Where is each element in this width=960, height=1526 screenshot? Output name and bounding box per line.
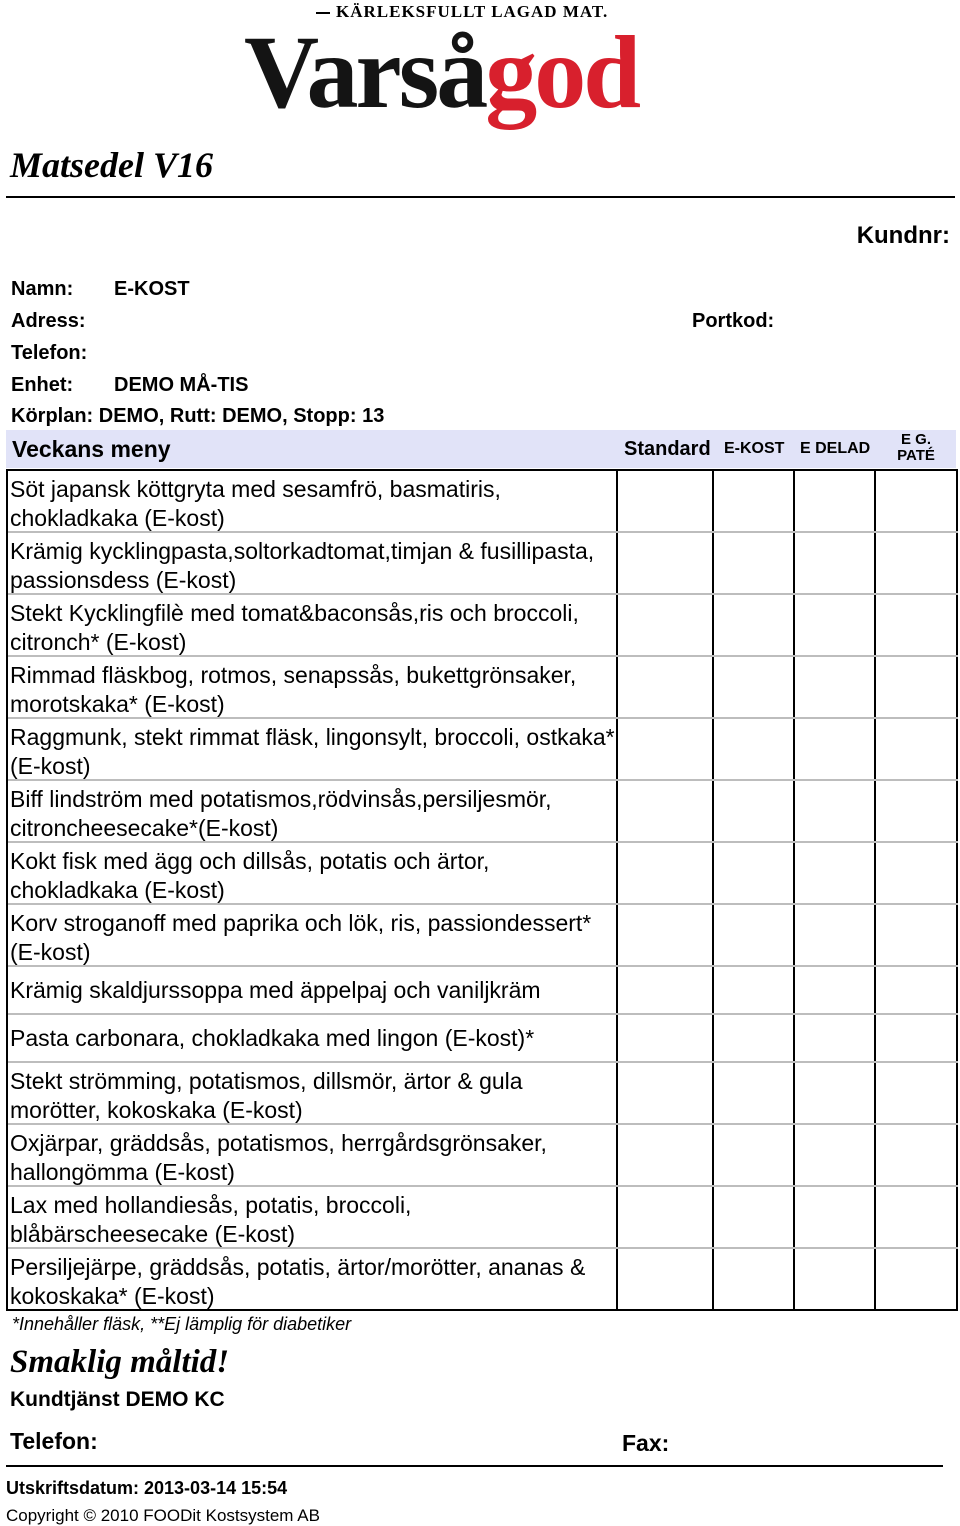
e-delad-checkbox[interactable] <box>795 905 876 965</box>
page-title: Matsedel V16 <box>10 145 213 185</box>
e-g-pate-checkbox[interactable] <box>876 781 958 841</box>
menu-row <box>8 595 958 657</box>
e-delad-checkbox[interactable] <box>795 843 876 903</box>
e-g-pate-checkbox[interactable] <box>876 1125 958 1185</box>
e-g-pate-checkbox[interactable] <box>876 533 958 593</box>
e-kost-checkbox[interactable] <box>714 905 795 965</box>
e-delad-checkbox[interactable] <box>795 781 876 841</box>
e-kost-checkbox[interactable] <box>714 719 795 779</box>
e-g-pate-checkbox[interactable] <box>876 1063 958 1123</box>
e-delad-checkbox[interactable] <box>795 471 876 531</box>
footnote: *Innehåller fläsk, **Ej lämplig för diabetiker <box>12 1314 352 1334</box>
e-kost-checkbox[interactable] <box>714 471 795 531</box>
column-e-g-pate: E G. PATÉ <box>897 431 935 464</box>
logo-part2: god <box>485 15 639 130</box>
e-g-pate-checkbox[interactable] <box>876 967 958 1013</box>
menu-row <box>8 1063 958 1125</box>
menu-item-text: Stekt strömming, potatismos, dillsmör, ärtor & gula morötter, kokoskaka (E-kost) <box>8 1063 618 1123</box>
standard-checkbox[interactable] <box>618 1125 714 1185</box>
e-delad-checkbox[interactable] <box>795 967 876 1013</box>
e-kost-checkbox[interactable] <box>714 1015 795 1061</box>
e-delad-checkbox[interactable] <box>795 1249 876 1309</box>
standard-checkbox[interactable] <box>618 533 714 593</box>
standard-checkbox[interactable] <box>618 1249 714 1309</box>
telefon-label: Telefon: <box>11 342 88 364</box>
brand-logo <box>244 15 639 130</box>
menu-item-text: Raggmunk, stekt rimmat fläsk, lingonsylt, broccoli, ostkaka* (E-kost) <box>8 719 618 779</box>
customer-service: Kundtjänst DEMO KC <box>10 1388 225 1411</box>
menu-row <box>8 843 958 905</box>
copyright: Copyright © 2010 FOODit Kostsystem AB <box>6 1506 320 1525</box>
standard-checkbox[interactable] <box>618 471 714 531</box>
menu-item-text: Stekt Kycklingfilè med tomat&baconsås,ris och broccoli, citronch* (E-kost) <box>8 595 618 655</box>
menu-item-text: Krämig skaldjurssoppa med äppelpaj och vaniljkräm <box>8 967 618 1013</box>
tagline-dash <box>316 12 330 14</box>
standard-checkbox[interactable] <box>618 595 714 655</box>
standard-checkbox[interactable] <box>618 1015 714 1061</box>
logo-part1: Varså <box>244 15 486 130</box>
menu-item-text: Persiljejärpe, gräddsås, potatis, ärtor/morötter, ananas & kokoskaka* (E-kost) <box>8 1249 618 1309</box>
menu-header-title: Veckans meny <box>12 436 171 462</box>
e-g-pate-checkbox[interactable] <box>876 1249 958 1309</box>
e-g-pate-checkbox[interactable] <box>876 657 958 717</box>
menu-item-text: Lax med hollandiesås, potatis, broccoli, blåbärscheesecake (E-kost) <box>8 1187 618 1247</box>
menu-header <box>6 430 956 468</box>
e-delad-checkbox[interactable] <box>795 1125 876 1185</box>
title-divider <box>6 196 955 198</box>
closing-greeting: Smaklig måltid! <box>10 1344 230 1380</box>
e-delad-checkbox[interactable] <box>795 1015 876 1061</box>
column-standard: Standard <box>624 438 711 460</box>
e-delad-checkbox[interactable] <box>795 1187 876 1247</box>
e-delad-checkbox[interactable] <box>795 1063 876 1123</box>
menu-row <box>8 967 958 1015</box>
standard-checkbox[interactable] <box>618 719 714 779</box>
standard-checkbox[interactable] <box>618 1187 714 1247</box>
menu-item-text: Kokt fisk med ägg och dillsås, potatis och ärtor, chokladkaka (E-kost) <box>8 843 618 903</box>
enhet-value: DEMO MÅ-TIS <box>114 374 249 396</box>
menu-row <box>8 719 958 781</box>
namn-label: Namn: <box>11 278 74 300</box>
e-g-pate-checkbox[interactable] <box>876 1187 958 1247</box>
namn-value: E-KOST <box>114 278 190 300</box>
korplan-line: Körplan: DEMO, Rutt: DEMO, Stopp: 13 <box>11 405 385 427</box>
e-delad-checkbox[interactable] <box>795 657 876 717</box>
standard-checkbox[interactable] <box>618 657 714 717</box>
menu-row <box>8 657 958 719</box>
column-e-kost: E-KOST <box>724 440 785 457</box>
e-kost-checkbox[interactable] <box>714 595 795 655</box>
e-kost-checkbox[interactable] <box>714 781 795 841</box>
menu-item-text: Krämig kycklingpasta,soltorkadtomat,timjan & fusillipasta, passionsdess (E-kost) <box>8 533 618 593</box>
standard-checkbox[interactable] <box>618 1063 714 1123</box>
menu-row <box>8 1187 958 1249</box>
menu-row <box>8 471 958 533</box>
menu-item-text: Rimmad fläskbog, rotmos, senapssås, bukettgrönsaker, morotskaka* (E-kost) <box>8 657 618 717</box>
e-kost-checkbox[interactable] <box>714 1125 795 1185</box>
menu-row <box>8 1249 958 1311</box>
portkod-label: Portkod: <box>692 310 775 332</box>
column-e-delad: E DELAD <box>800 440 871 457</box>
e-g-pate-checkbox[interactable] <box>876 843 958 903</box>
footer-divider <box>6 1465 943 1467</box>
standard-checkbox[interactable] <box>618 781 714 841</box>
e-kost-checkbox[interactable] <box>714 843 795 903</box>
menu-item-text: Biff lindström med potatismos,rödvinsås,persiljesmör, citroncheesecake*(E-kost) <box>8 781 618 841</box>
menu-item-text: Oxjärpar, gräddsås, potatismos, herrgårdsgrönsaker, hallongömma (E-kost) <box>8 1125 618 1185</box>
adress-label: Adress: <box>11 310 86 332</box>
fax-label: Fax: <box>622 1430 670 1456</box>
print-date: Utskriftsdatum: 2013-03-14 15:54 <box>6 1478 288 1498</box>
e-delad-checkbox[interactable] <box>795 595 876 655</box>
menu-row <box>8 781 958 843</box>
menu-item-text: Korv stroganoff med paprika och lök, ris, passiondessert* (E-kost) <box>8 905 618 965</box>
e-delad-checkbox[interactable] <box>795 533 876 593</box>
e-kost-checkbox[interactable] <box>714 657 795 717</box>
standard-checkbox[interactable] <box>618 905 714 965</box>
brand-tagline-text: KÄRLEKSFULLT LAGAD MAT. <box>336 2 609 21</box>
standard-checkbox[interactable] <box>618 843 714 903</box>
enhet-label: Enhet: <box>11 374 74 396</box>
menu-row <box>8 1015 958 1063</box>
service-telefon-label: Telefon: <box>10 1428 98 1454</box>
menu-item-text: Söt japansk köttgryta med sesamfrö, basmatiris, chokladkaka (E-kost) <box>8 471 618 531</box>
e-kost-checkbox[interactable] <box>714 1187 795 1247</box>
menu-row <box>8 905 958 967</box>
e-g-pate-checkbox[interactable] <box>876 719 958 779</box>
menu-table <box>6 469 958 1311</box>
standard-checkbox[interactable] <box>618 967 714 1013</box>
e-delad-checkbox[interactable] <box>795 719 876 779</box>
menu-row <box>8 1125 958 1187</box>
menu-item-text: Pasta carbonara, chokladkaka med lingon (E-kost)* <box>8 1015 618 1061</box>
e-kost-checkbox[interactable] <box>714 1063 795 1123</box>
menu-row <box>8 533 958 595</box>
e-g-pate-checkbox[interactable] <box>876 905 958 965</box>
e-g-pate-checkbox[interactable] <box>876 1015 958 1061</box>
e-kost-checkbox[interactable] <box>714 1249 795 1309</box>
kundnr-label: Kundnr: <box>856 222 950 249</box>
e-kost-checkbox[interactable] <box>714 967 795 1013</box>
e-kost-checkbox[interactable] <box>714 533 795 593</box>
e-g-pate-checkbox[interactable] <box>876 471 958 531</box>
e-g-pate-checkbox[interactable] <box>876 595 958 655</box>
